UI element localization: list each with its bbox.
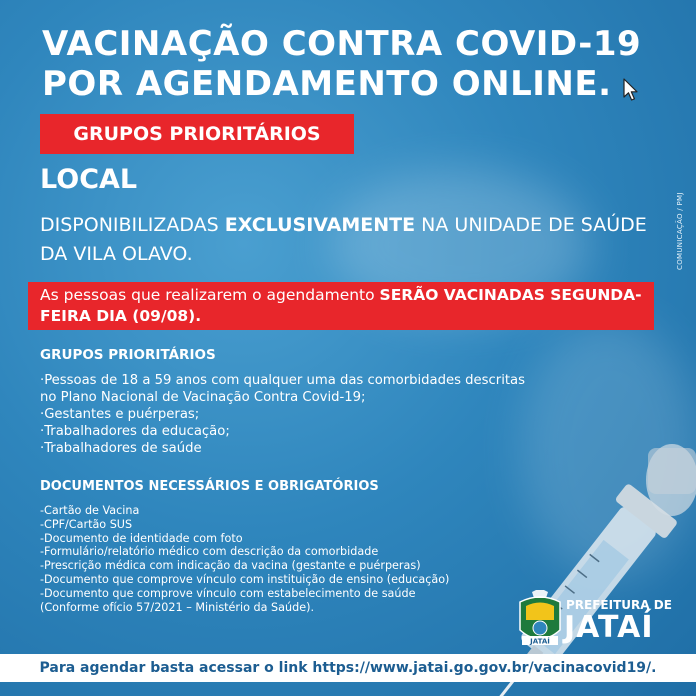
logo-prefeitura: PREFEITURA DE [566,598,672,612]
grupos-banner: GRUPOS PRIORITÁRIOS [40,114,354,154]
page-title [42,24,641,104]
list-item: (Conforme ofício 57/2021 – Ministério da Saúde). [40,600,315,614]
documentos-section-title: DOCUMENTOS NECESSÁRIOS E OBRIGATÓRIOS [40,479,379,494]
list-item: ·Trabalhadores da educação; [40,424,230,439]
local-description: DISPONIBILIZADAS EXCLUSIVAMENTE NA UNIDADE DE SAÚDE DA VILA OLAVO. [40,214,647,265]
list-item: -Prescrição médica com indicação da vacina (gestante e puérperas) [40,559,421,573]
list-item: -Documento que comprove vínculo com estabelecimento de saúde [40,586,416,600]
list-item: -Documento que comprove vínculo com instituição de ensino (educação) [40,572,450,586]
title-line-2: POR AGENDAMENTO ONLINE. [42,64,612,104]
footer-link-text: Para agendar basta acessar o link https://www.jatai.go.gov.br/vacinacovid19/. [0,654,696,682]
cursor-icon [622,78,640,102]
title-line-1: VACINAÇÃO CONTRA COVID-19 [42,24,642,64]
list-item: ·Trabalhadores de saúde [40,441,202,456]
list-item: -Cartão de Vacina [40,504,140,517]
grupos-section-title: GRUPOS PRIORITÁRIOS [40,347,216,363]
list-item: ·Pessoas de 18 a 59 anos com qualquer uma das comorbidades descritas [40,373,525,388]
list-item: -CPF/Cartão SUS [40,517,133,531]
seal-label: JATAÍ [530,637,550,646]
vaccination-date-alert: As pessoas que realizarem o agendamento SERÃO VACINADAS SEGUNDA-FEIRA DIA (09/08). [28,282,654,330]
logo-jatai: JATAÍ [564,610,654,645]
list-item: no Plano Nacional de Vacinação Contra Covid-19; [40,390,366,405]
grupos-list [40,372,650,457]
exclusive-emphasis: EXCLUSIVAMENTE [224,214,416,236]
list-item: -Formulário/relatório médico com descrição da comorbidade [40,545,379,559]
photo-credit: COMUNICAÇÃO / PMJ [676,192,684,270]
local-heading: LOCAL [40,164,138,195]
list-item: -Documento de identidade com foto [40,531,243,545]
list-item: ·Gestantes e puérperas; [40,407,200,422]
